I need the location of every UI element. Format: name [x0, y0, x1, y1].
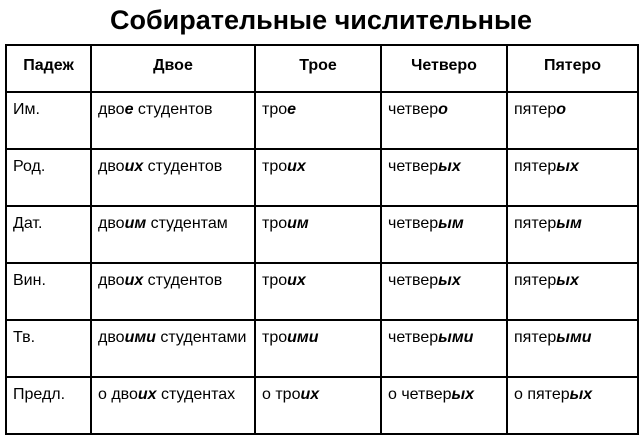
form-cell-three [255, 377, 381, 434]
word-stem: тро [262, 272, 288, 289]
word-ending: им [287, 215, 309, 232]
case-cell: Предл. [6, 377, 91, 434]
word-ending: ых [556, 158, 579, 175]
word-ending: е [124, 101, 134, 118]
word-ending: ым [556, 215, 582, 232]
form-cell-four [381, 92, 507, 149]
word-ending: их [124, 272, 144, 289]
form-cell-three [255, 92, 381, 149]
form-cell-four [381, 320, 507, 377]
word-ending: их [287, 272, 306, 289]
word-stem: пятер [514, 272, 557, 289]
word-ending: их [137, 386, 157, 403]
form-cell-two [91, 377, 255, 434]
header-three: Трое [255, 45, 381, 92]
word-stem: о четвер [388, 386, 452, 403]
form-cell-three [255, 149, 381, 206]
form-cell-five [507, 320, 638, 377]
word-ending: ых [451, 386, 475, 403]
noun-word: студентов [143, 158, 223, 175]
word-ending: ым [438, 215, 464, 232]
word-stem: дво [98, 329, 125, 346]
word-ending: ими [124, 329, 156, 346]
form-cell-four [381, 377, 507, 434]
noun-word: студентами [155, 329, 247, 346]
word-ending: ими [287, 329, 319, 346]
form-cell-two [91, 92, 255, 149]
word-stem: дво [98, 215, 125, 232]
word-stem: тро [262, 158, 288, 175]
form-cell-five [507, 149, 638, 206]
word-stem: тро [262, 215, 288, 232]
case-cell: Дат. [6, 206, 91, 263]
table-row [6, 263, 638, 320]
table-row [6, 149, 638, 206]
form-cell-four [381, 263, 507, 320]
word-ending: о [438, 101, 448, 118]
noun-word: студентов [133, 101, 213, 118]
form-cell-three [255, 206, 381, 263]
numerals-table [5, 44, 639, 435]
header-case: Падеж [6, 45, 91, 92]
word-stem: четвер [388, 215, 439, 232]
word-ending: их [300, 386, 320, 403]
form-cell-two [91, 263, 255, 320]
form-cell-two [91, 149, 255, 206]
header-four: Четверо [381, 45, 507, 92]
case-cell: Вин. [6, 263, 91, 320]
form-cell-five [507, 92, 638, 149]
form-cell-two [91, 320, 255, 377]
word-ending: о [556, 101, 567, 118]
table-row [6, 92, 638, 149]
noun-word: студентах [156, 386, 236, 403]
table-header [6, 45, 638, 92]
form-cell-four [381, 149, 507, 206]
header-five: Пятеро [507, 45, 638, 92]
word-stem: о тро [262, 386, 301, 403]
form-cell-four [381, 206, 507, 263]
word-ending: их [287, 158, 306, 175]
word-stem: тро [262, 101, 288, 118]
header-row [6, 45, 638, 92]
word-stem: пятер [514, 101, 557, 118]
table-row [6, 206, 638, 263]
word-stem: четвер [388, 158, 439, 175]
table-body [6, 92, 638, 434]
word-stem: дво [98, 272, 125, 289]
form-cell-two [91, 206, 255, 263]
word-stem: четвер [388, 329, 439, 346]
word-ending: ых [569, 386, 593, 403]
word-stem: пятер [514, 158, 557, 175]
case-cell: Тв. [6, 320, 91, 377]
word-ending: ыми [438, 329, 474, 346]
form-cell-three [255, 263, 381, 320]
word-stem: пятер [514, 329, 557, 346]
word-stem: четвер [388, 272, 439, 289]
word-ending: ых [438, 158, 461, 175]
case-cell: Род. [6, 149, 91, 206]
word-stem: тро [262, 329, 288, 346]
word-stem: пятер [514, 215, 557, 232]
form-cell-five [507, 206, 638, 263]
form-cell-five [507, 377, 638, 434]
word-ending: ых [438, 272, 461, 289]
word-ending: е [287, 101, 297, 118]
word-ending: им [124, 215, 147, 232]
word-stem: четвер [388, 101, 439, 118]
case-cell: Им. [6, 92, 91, 149]
table-row [6, 320, 638, 377]
form-cell-three [255, 320, 381, 377]
word-ending: ых [556, 272, 579, 289]
table-row [6, 377, 638, 434]
form-cell-five [507, 263, 638, 320]
noun-word: студентов [143, 272, 223, 289]
word-stem: о пятер [514, 386, 570, 403]
page-title: Собирательные числительные [109, 5, 533, 35]
word-stem: дво [98, 101, 125, 118]
word-ending: их [124, 158, 144, 175]
word-ending: ыми [556, 329, 592, 346]
header-two: Двое [91, 45, 255, 92]
word-stem: о дво [98, 386, 138, 403]
word-stem: дво [98, 158, 125, 175]
noun-word: студентам [146, 215, 228, 232]
